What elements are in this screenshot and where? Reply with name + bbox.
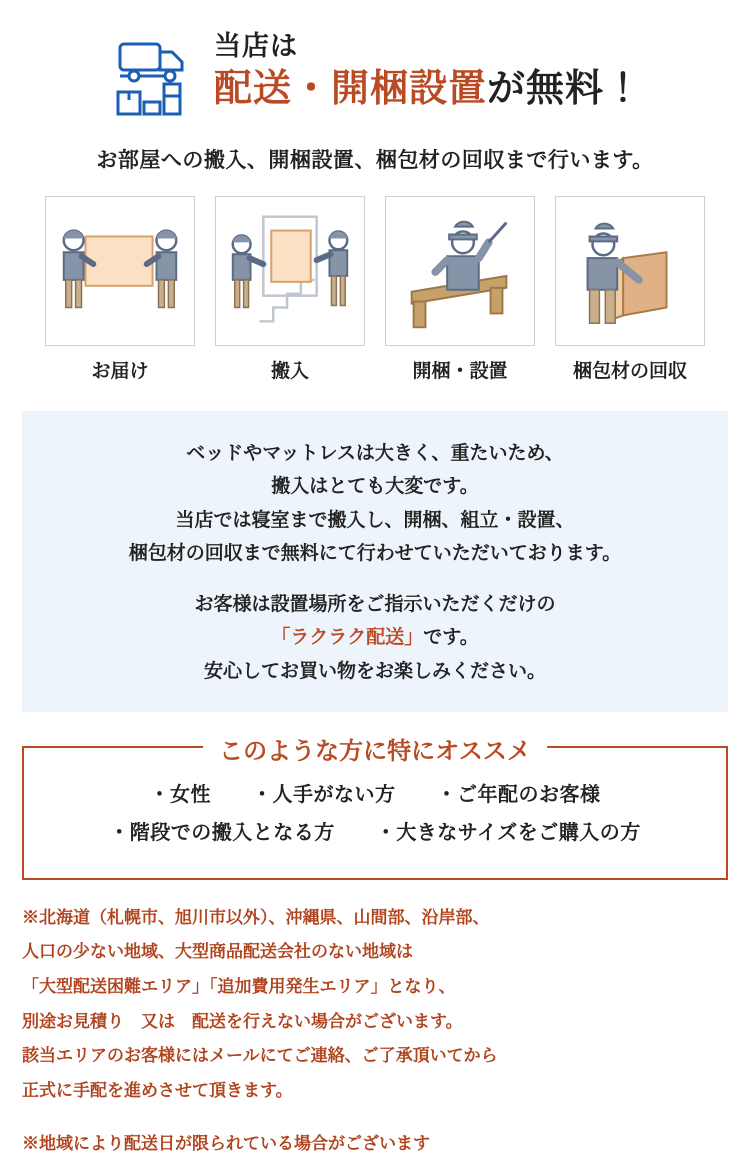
note-line: 正式に手配を進めさせて頂きます。 [22, 1080, 293, 1100]
note-line: ※北海道（札幌市、旭川市以外）、沖縄県、山間部、沿岸部、 [22, 907, 490, 927]
step-caption: 梱包材の回収 [572, 361, 687, 382]
note-line: 該当エリアのお客様にはメールにてご連絡、ご了承頂いてから [22, 1046, 498, 1066]
header-line1: 当店は [214, 31, 298, 61]
worker-collecting-cardboard-icon [555, 196, 705, 346]
note-line: 人口の少ない地域、大型商品配送会社のない地域は [22, 942, 413, 962]
step-unpack-install [385, 196, 535, 383]
step-carry-in [215, 196, 365, 383]
step-caption: お届け [91, 361, 149, 382]
recommend-line: ・階段での搬入となる方 ・大きなサイズをご購入の方 [109, 821, 641, 844]
two-workers-carrying-box-icon [45, 196, 195, 346]
workers-carrying-box-upstairs-icon [215, 196, 365, 346]
rakuraku-tail: です。 [423, 627, 479, 649]
subheading: お部屋への搬入、開梱設置、梱包材の回収まで行います。 [96, 149, 654, 172]
header-highlight-tail: が無料！ [487, 68, 644, 111]
recommend-line: ・女性 ・人手がない方 ・ご年配のお客様 [149, 783, 601, 806]
step-caption: 搬入 [270, 361, 309, 382]
worker-assembling-furniture-icon [385, 196, 535, 346]
description-line: 当店では寝室まで搬入し、開梱、組立・設置、 [175, 509, 575, 531]
note-line: 「大型配送困難エリア」「追加費用発生エリア」となり、 [22, 977, 456, 997]
note-line: ※地域により配送日が限られている場合がございます [22, 1133, 430, 1153]
recommend-title: このような方に特にオススメ [203, 731, 547, 766]
header [0, 0, 750, 126]
notes-section [22, 906, 728, 1156]
description-line: 梱包材の回収まで無料にて行わせていただいております。 [128, 542, 622, 564]
note-line: 別途お見積り 又は 配送を行えない場合がございます。 [22, 1011, 463, 1031]
rakuraku-label: 「ラクラク配送」 [271, 627, 424, 649]
description-line: ベッドやマットレスは大きく、重たいため、 [186, 443, 564, 464]
description-line: 搬入はとても大変です。 [271, 476, 479, 498]
notes-gap [22, 1114, 728, 1132]
step-collect-packing [555, 196, 705, 383]
header-highlight: 配送・開梱設置 [214, 68, 488, 111]
description-panel [22, 411, 728, 712]
description-line-accent [32, 621, 718, 654]
header-text [214, 26, 643, 112]
header-line2 [214, 68, 643, 112]
description-line: 安心してお買い物をお楽しみください。 [203, 660, 546, 682]
description-line: お客様は設置場所をご指示いただくだけの [194, 594, 556, 615]
steps-row [0, 196, 750, 383]
recommend-box [22, 737, 728, 880]
step-delivery [45, 196, 195, 383]
step-caption: 開梱・設置 [412, 361, 508, 382]
delivery-truck-icon [108, 30, 200, 126]
paragraph-gap [32, 570, 718, 588]
